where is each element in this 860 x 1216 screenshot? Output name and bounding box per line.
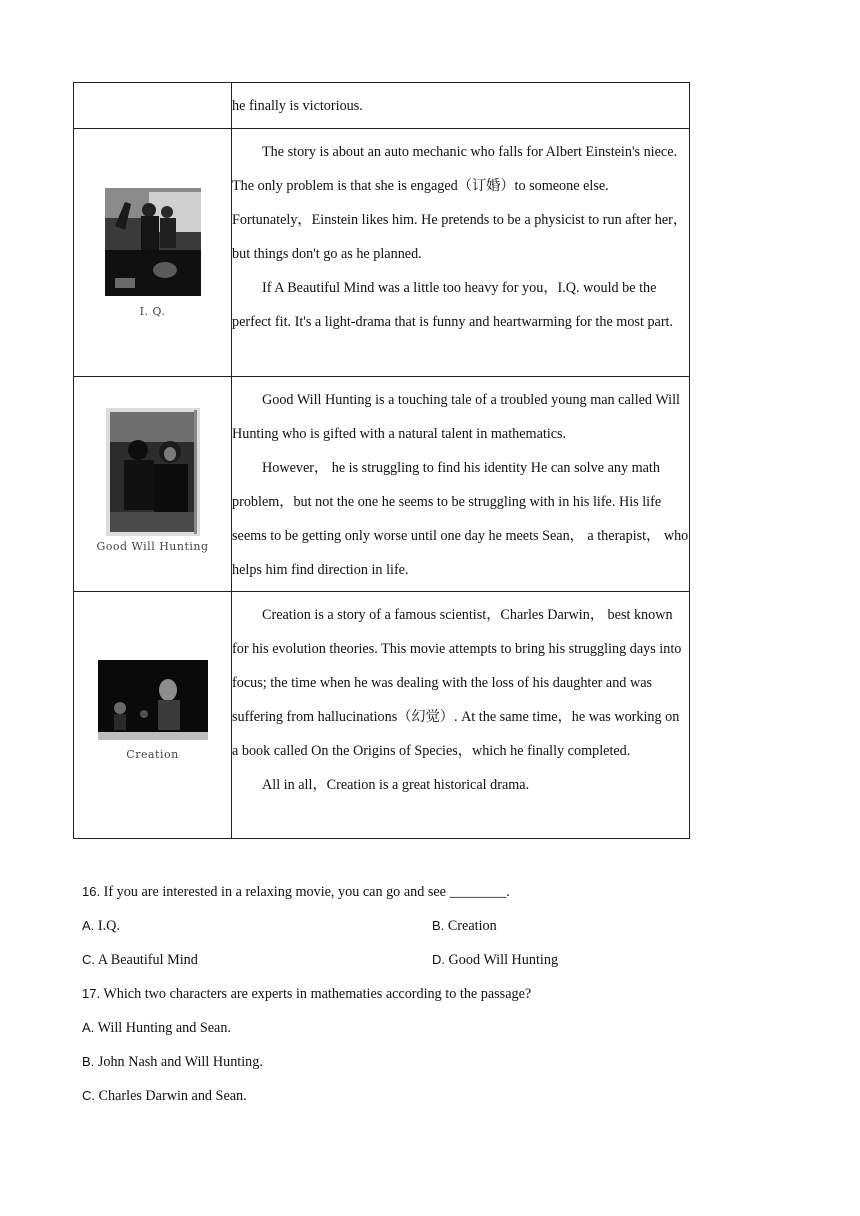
image-cell — [74, 377, 232, 592]
option-c[interactable] — [82, 1079, 782, 1113]
paragraph: Creation is a story of a famous scientist，Charles Darwin， best known for his evolution theories. This movie attempts to bring his struggling days into focus; the time when he was dealing with the loss of his daughter and was suffering from hallucinations（幻觉）. At the same time，he was working on a book called On the Origins of Species，which he finally completed. — [232, 607, 682, 759]
option-a[interactable] — [82, 1011, 782, 1045]
paragraph: If A Beautiful Mind was a little too heavy for you，I.Q. would be the perfect fit. It's a light-drama that is funny and heartwarming for the most part. — [232, 280, 674, 330]
question-text: Which two characters are experts in mathematies according to the passage? — [103, 986, 532, 1002]
paragraph: The story is about an auto mechanic who falls for Albert Einstein's niece. The only problem is that she is engaged（订婚）to someone else. Fortunately，Einstein likes him. He pretends to be a physicist to run after her， but things don't go as he planned. — [232, 144, 688, 262]
option-text: Creation — [447, 918, 497, 934]
question-16 — [82, 875, 782, 909]
option-text: Charles Darwin and Sean. — [98, 1088, 247, 1104]
creation-poster-photo — [98, 660, 208, 740]
question-17 — [82, 977, 782, 1011]
option-text: I.Q. — [97, 918, 120, 934]
question-number: 16. — [82, 884, 101, 899]
option-row — [82, 909, 782, 943]
option-label: A. — [82, 918, 95, 933]
iq-poster-photo — [105, 188, 201, 296]
poster-label: Creation — [126, 748, 179, 761]
text-cell — [232, 377, 690, 592]
good-will-hunting-poster-image — [106, 408, 200, 536]
paragraph: However， he is struggling to find his identity He can solve any math problem，but not the one he seems to be struggling with in his life. His life seems to be getting only worse until one day he meets Sean， a therapist， who helps him find direction in life. — [232, 460, 689, 578]
iq-poster-image — [105, 188, 201, 296]
option-b[interactable] — [82, 1045, 782, 1079]
table-row — [74, 592, 690, 839]
option-label: B. — [82, 1054, 95, 1069]
option-label: D. — [432, 952, 445, 967]
text-cell — [232, 83, 690, 129]
paragraph: Good Will Hunting is a touching tale of a troubled young man called Will Hunting who is gifted with a natural talent in mathematics. — [232, 392, 680, 442]
option-text: John Nash and Will Hunting. — [97, 1054, 263, 1070]
creation-poster-image — [98, 660, 208, 740]
table-row — [74, 83, 690, 129]
option-label: C. — [82, 1088, 95, 1103]
option-label: B. — [432, 918, 445, 933]
option-text: Good Will Hunting — [448, 952, 559, 968]
poster-label: Good Will Hunting — [96, 540, 209, 553]
image-cell-empty — [74, 83, 232, 129]
option-label: A. — [82, 1020, 95, 1035]
text-cell — [232, 592, 690, 839]
text-cell — [232, 129, 690, 377]
option-text: Will Hunting and Sean. — [97, 1020, 231, 1036]
questions-section — [82, 875, 782, 1113]
question-text: If you are interested in a relaxing movie, you can go and see ________. — [103, 884, 510, 900]
option-c[interactable] — [82, 943, 432, 977]
option-text: A Beautiful Mind — [97, 952, 198, 968]
option-row — [82, 943, 782, 977]
image-cell — [74, 129, 232, 377]
paragraph: All in all，Creation is a great historical drama. — [262, 777, 530, 793]
question-number: 17. — [82, 986, 101, 1001]
good-will-hunting-poster-photo — [106, 408, 200, 536]
option-d[interactable] — [432, 943, 782, 977]
paragraph: he finally is victorious. — [232, 98, 363, 114]
option-b[interactable] — [432, 909, 782, 943]
option-a[interactable] — [82, 909, 432, 943]
movie-table — [73, 82, 690, 839]
poster-label: I. Q. — [139, 305, 166, 318]
table-row — [74, 377, 690, 592]
option-label: C. — [82, 952, 95, 967]
image-cell — [74, 592, 232, 839]
table-row — [74, 129, 690, 377]
